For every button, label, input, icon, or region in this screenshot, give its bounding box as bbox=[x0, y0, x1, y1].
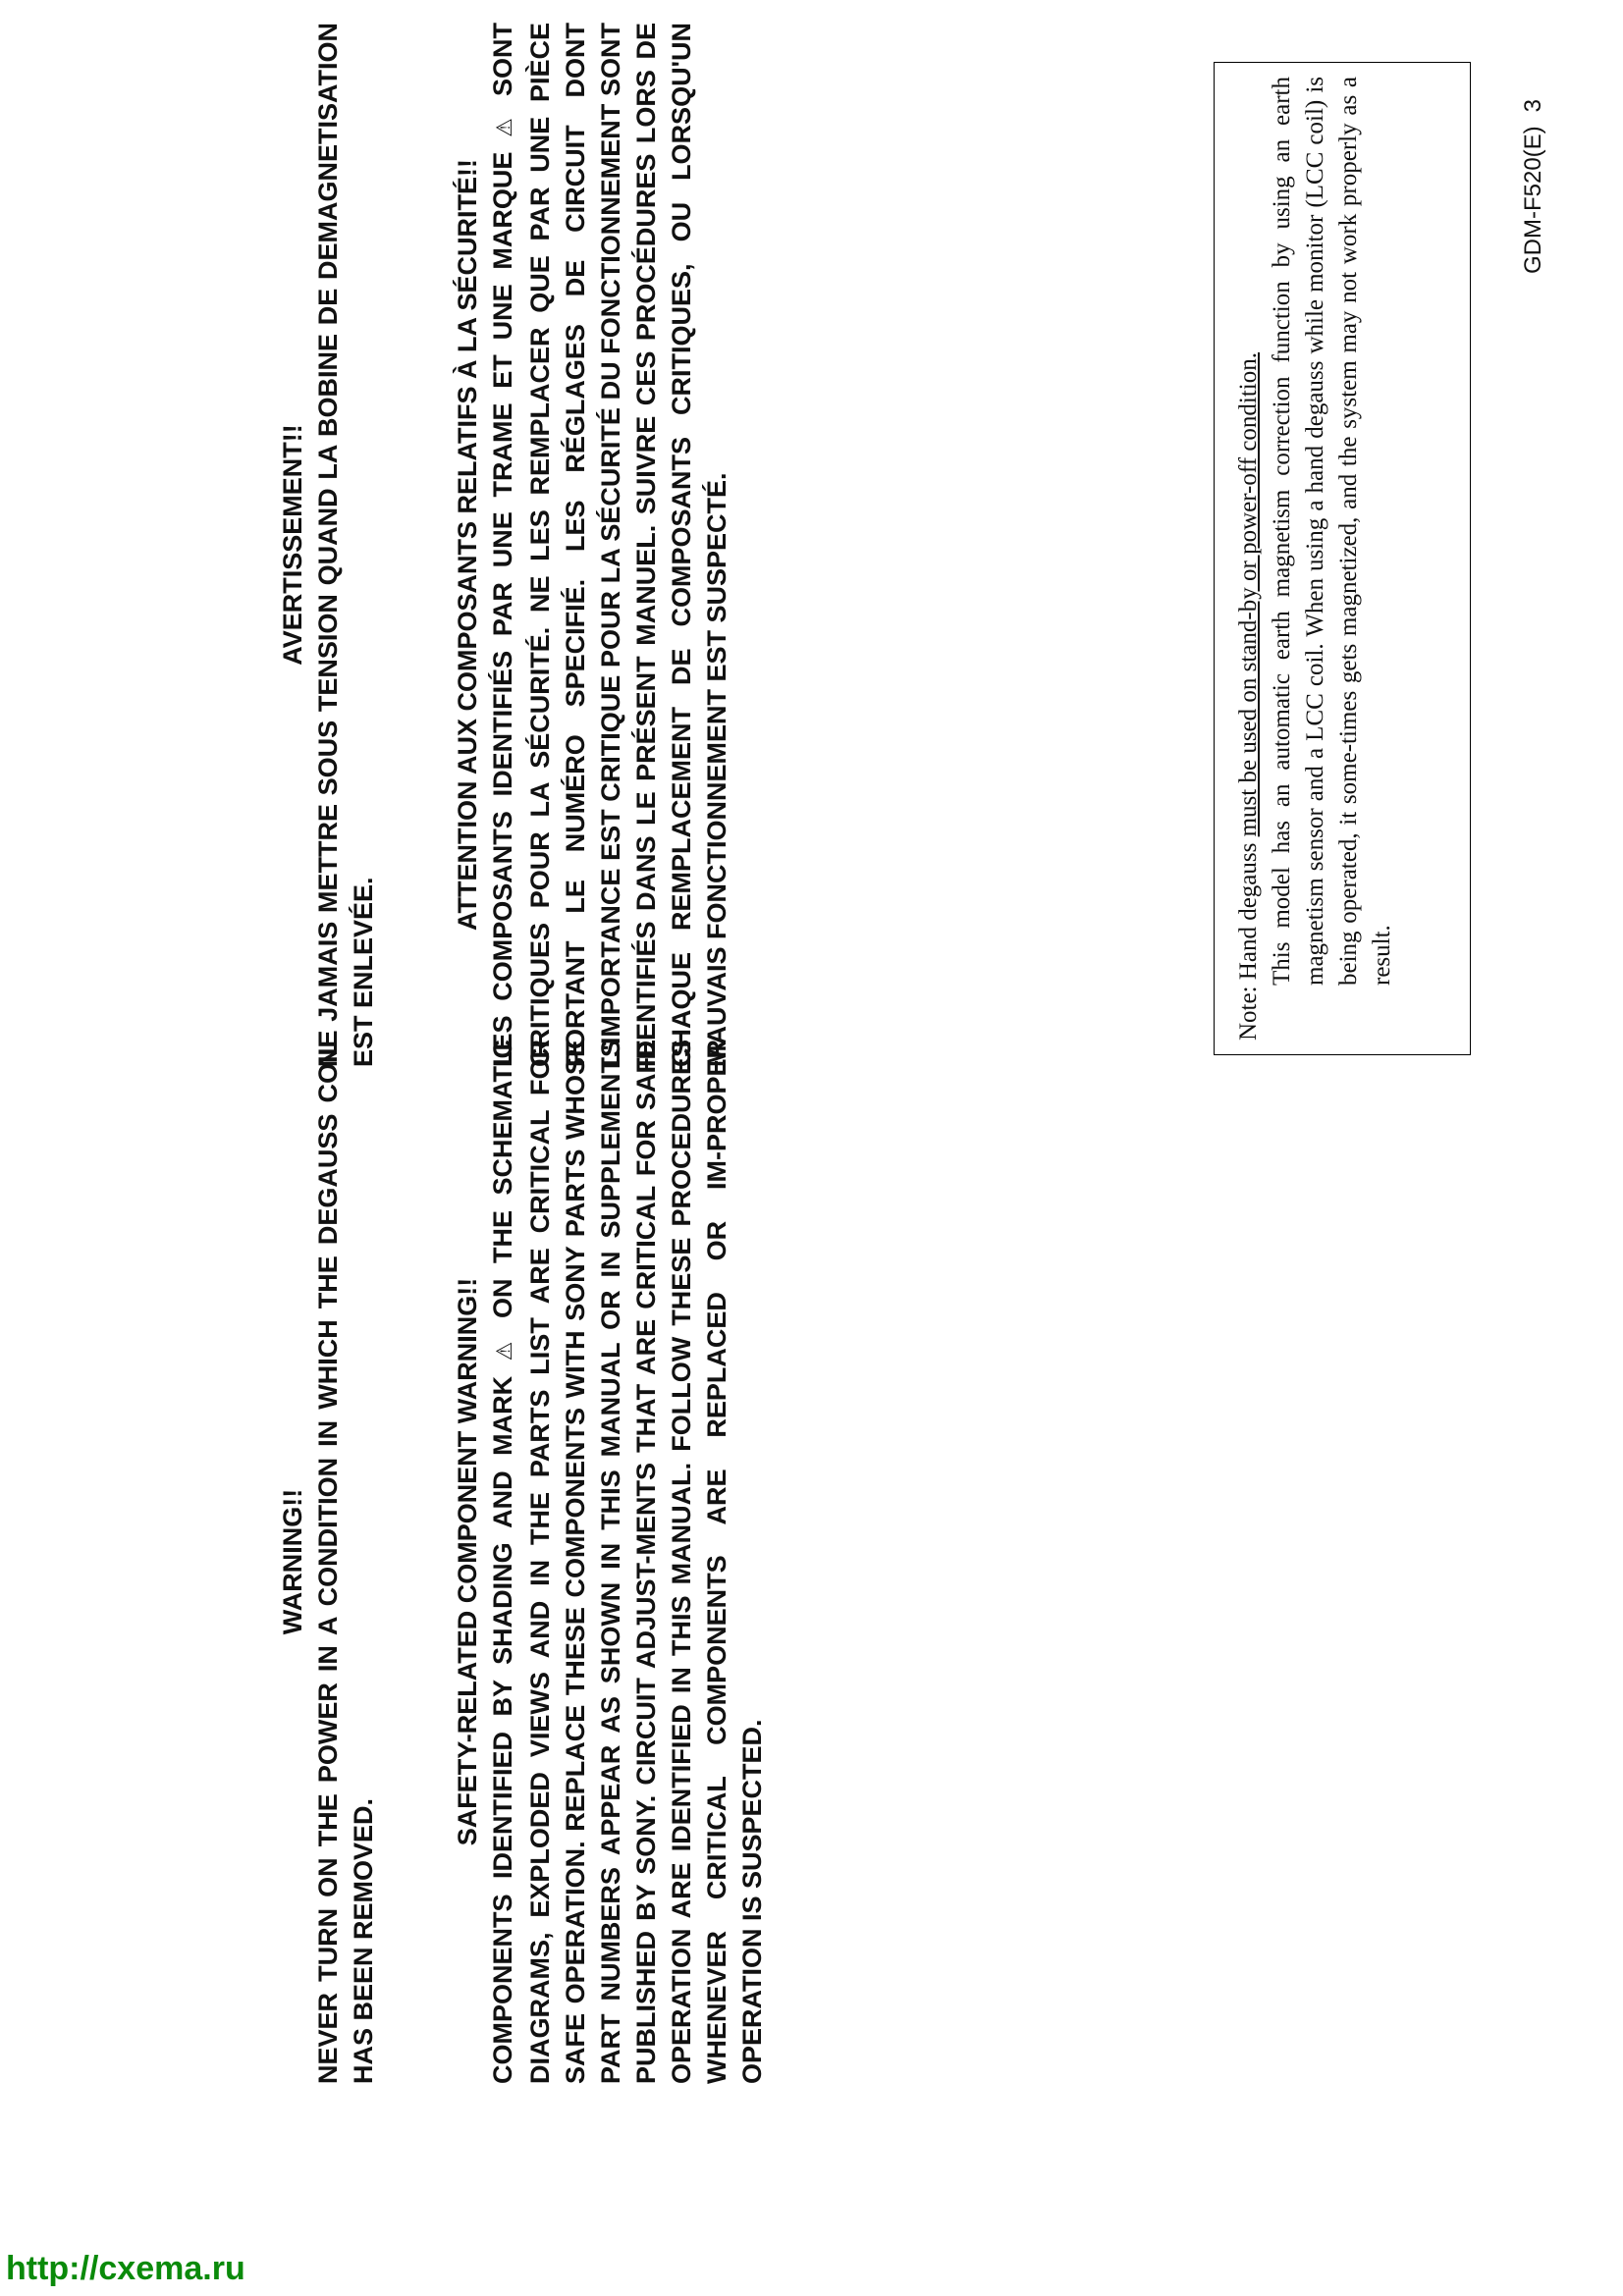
caution-triangle-icon: ⚠ bbox=[492, 1333, 516, 1362]
safety-warning-title: SAFETY-RELATED COMPONENT WARNING!! bbox=[453, 1277, 482, 1846]
french-warning-column bbox=[275, 23, 734, 1067]
watermark-link[interactable]: http://cxema.ru bbox=[6, 2250, 245, 2287]
avertissement-text: NE JAMAIS METTRE SOUS TENSION QUAND LA BOBINE DE DEMAGNETISATION EST ENLEVÉE. bbox=[313, 23, 378, 1067]
caution-triangle-icon: ⚠ bbox=[492, 110, 516, 137]
page-footer bbox=[1520, 99, 1547, 274]
note-body: This model has an automatic earth magnetism correction function by using an earth magnetism sensor and a LCC coil. When using a hand degauss while monitor (LCC coil) is being operated, it some-times gets magnetized, and the system may not work properly as a result. bbox=[1269, 77, 1395, 986]
page-number: 3 bbox=[1520, 98, 1546, 113]
note-label: Note: bbox=[1235, 986, 1262, 1041]
note-underlined-text: must be used on stand-by or power-off condition. bbox=[1235, 351, 1262, 837]
degauss-note-box bbox=[1214, 62, 1471, 1055]
avertissement-title: AVERTISSEMENT!! bbox=[278, 424, 307, 666]
warning-title: WARNING!! bbox=[278, 1488, 307, 1635]
warning-text: NEVER TURN ON THE POWER IN A CONDITION IN WHICH THE DEGAUSS COIL HAS BEEN REMOVED. bbox=[313, 1040, 378, 2084]
note-heading-line: Note: Hand degauss must be used on stand-by or power-off condition. bbox=[1235, 351, 1262, 1041]
attention-title: ATTENTION AUX COMPOSANTS RELATIFS À LA SÉCURITÉ!! bbox=[453, 159, 482, 931]
safety-warning-text: COMPONENTS IDENTIFIED BY SHADING AND MARK ⚠ ON THE SCHEMATIC DIAGRAMS, EXPLODED VIEWS AND IN THE PARTS LIST ARE CRITICAL FOR SAFE OPERATION. REPLACE THESE COMPONENTS WITH SONY PARTS WHOSE PART NUMBERS APPEAR AS SHOWN IN THIS MANUAL OR IN SUPPLEMENTS PUBLISHED BY SONY. CIRCUIT ADJUST-MENTS THAT ARE CRITICAL FOR SAFE OPERATION ARE IDENTIFIED IN THIS MANUAL. FOLLOW THESE PROCEDURES WHENEVER CRITICAL COMPONENTS ARE REPLACED OR IM-PROPER OPERATION IS SUSPECTED. bbox=[488, 1040, 767, 2084]
english-warning-column bbox=[275, 1040, 770, 2084]
attention-text: LES COMPOSANTS IDENTIFIÉS PAR UNE TRAME ET UNE MARQUE ⚠ SONT CRITIQUES POUR LA SÉCURITÉ. NE LES REMPLACER QUE PAR UNE PIÈCE PORTANT LE NUMÉRO SPECIFIÉ. LES RÉGLAGES DE CIRCUIT DONT L'IMPORTANCE EST CRITIQUE POUR LA SÉCURITÉ DU FONCTIONNEMENT SONT IDENTIFIÉS DANS LE PRÉSENT MANUEL. SUIVRE CES PROCÉDURES LORS DE CHAQUE REMPLACEMENT DE COMPOSANTS CRITIQUES, OU LORSQU'UN MAUVAIS FONCTIONNEMENT EST SUSPECTÉ. bbox=[488, 23, 731, 1067]
model-number: GDM-F520(E) bbox=[1520, 126, 1546, 274]
